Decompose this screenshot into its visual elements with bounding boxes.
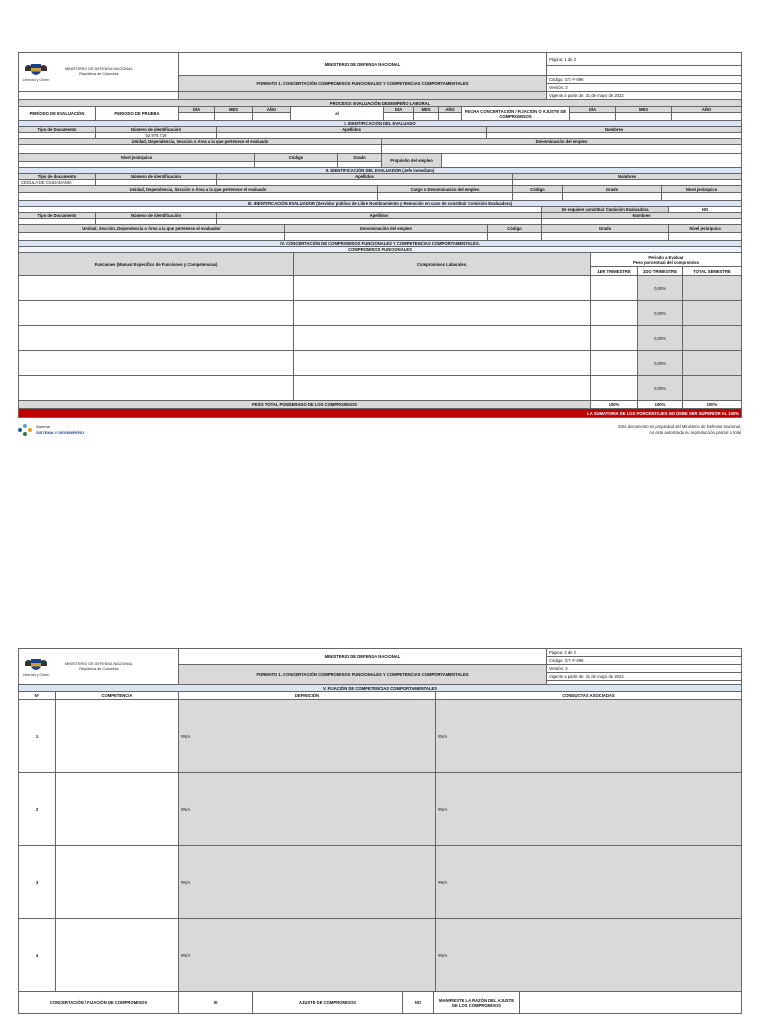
competency-behaviors: #N/A <box>436 846 742 919</box>
reproduction-note: no está autorizada su reproducción parcial o total <box>649 429 741 435</box>
commission-names-label: Nombres <box>542 213 742 219</box>
code-label: Código <box>255 154 338 162</box>
competency-number: 4 <box>19 919 56 992</box>
q2-cell: 0,00% <box>638 376 683 401</box>
evaluator-surnames-label: Apellidos <box>217 174 513 180</box>
adjustment-select[interactable]: NO <box>403 992 434 1014</box>
q2-cell: 0,00% <box>638 351 683 376</box>
evaluator-id-label: Número de identificación <box>96 174 217 180</box>
section-commitments <box>18 240 742 418</box>
functional-commitments-title: COMPROMISOS FUNCIONALES <box>19 247 742 253</box>
sum-warning-banner: LA SUMATORIA DE LOS PORCENTAJES NO DEBE SER SUPERIOR AL 100% <box>19 409 742 418</box>
number-header: N° <box>19 692 56 700</box>
gear-cluster-icon <box>18 424 32 436</box>
logo-caption: Libertad y Orden <box>22 78 50 82</box>
q1-cell[interactable] <box>591 376 638 401</box>
evaluator-names-label: Nombres <box>513 174 742 180</box>
section-2-title: II. IDENTIFICACIÓN DEL EVALUADOR (Jefe inmediato) <box>19 168 742 174</box>
commitment-row <box>19 276 742 301</box>
evaluation-period <box>18 99 742 121</box>
section-1-title: I. IDENTIFICACIÓN DEL EVALUADO <box>19 121 742 127</box>
agreement-month-label: MES <box>616 107 672 113</box>
q1-cell[interactable] <box>591 276 638 301</box>
evaluator-unit-label: Unidad, Dependencia, Sección o Área a la que pertenece el evaluado <box>19 186 378 193</box>
agreement-date-label: FECHA CONCERTACIÓN / FIJACIÓN O AJUSTE DE COMPROMISOS <box>462 107 570 121</box>
format-valid-from: Vigente a partir de: 31 de mayo de 2022 <box>547 673 742 681</box>
function-cell[interactable] <box>19 301 294 326</box>
ownership-note: Este documento es propiedad del Ministerio de Defensa Nacional, <box>618 424 741 429</box>
header-logo-cell-2 <box>19 649 179 685</box>
document-header-2 <box>18 648 742 685</box>
format-version: Versión: 3 <box>547 665 742 673</box>
behaviors-header: CONDUCTAS ASOCIADAS <box>436 692 742 700</box>
evaluator-grade-label: Grado <box>563 186 662 193</box>
competency-definition: #N/A <box>179 919 436 992</box>
q2-cell: 0,00% <box>638 301 683 326</box>
end-month-label: MES <box>414 107 439 113</box>
period-to-evaluate-label: Periodo a Evaluar <box>648 254 684 260</box>
q1-cell[interactable] <box>591 351 638 376</box>
probation-period-value[interactable]: PERIODO DE PRUEBA <box>96 107 179 121</box>
format-code: Código: GT.-F-096 <box>547 76 742 84</box>
competency-number: 2 <box>19 773 56 846</box>
total-weight-q2: 100% <box>638 401 683 409</box>
job-title-field[interactable] <box>382 145 742 154</box>
commission-job-label: Denominación del empleo <box>285 225 488 233</box>
period-to-label: al <box>291 107 384 121</box>
commitment-row <box>19 351 742 376</box>
page-number: Página: 2 de 2 <box>547 649 742 657</box>
job-purpose-label: Propósito del empleo <box>382 154 442 168</box>
names-label: Nombres <box>487 127 742 133</box>
logo-caption: Libertad y Orden <box>22 672 50 677</box>
format-code: Código: GT.-F-096 <box>547 657 742 665</box>
total-weight-label: PESO TOTAL PONDERADO DE LOS COMPROMISOS <box>19 401 591 409</box>
id-number-field[interactable]: 52.979.719 <box>96 133 217 139</box>
competency-header: COMPETENCIA <box>56 692 179 700</box>
adjustment-reason-label: MANIFIESTE LA RAZÓN DEL AJUSTE DE LOS COMPROMISOS <box>434 992 520 1014</box>
competency-definition: #N/A <box>179 773 436 846</box>
total-cell <box>683 276 742 301</box>
semester-total-header: TOTAL SEMESTRE <box>683 267 742 276</box>
commitment-cell[interactable] <box>294 301 591 326</box>
adjustment-label: AJUSTE DE COMPROMISOS <box>253 992 403 1014</box>
process-title: PROCESO: EVALUACIÓN DESEMPEÑO LABORAL <box>19 100 742 107</box>
start-month-label: MES <box>215 107 253 113</box>
commitment-row <box>19 301 742 326</box>
coat-of-arms-icon <box>25 657 47 673</box>
page-2 <box>18 648 741 1014</box>
commission-doc-type-label: Tipo de Documento <box>19 213 96 219</box>
commission-level-label: Nivel jerárquico <box>669 225 742 233</box>
format-version: Versión: 3 <box>547 84 742 92</box>
commission-required-select[interactable]: NO <box>669 207 742 213</box>
ministry-name: MINISTERIO DE DEFENSA NACIONAL <box>65 67 133 71</box>
commitments-header: Compromisos Laborales. <box>294 253 591 276</box>
competency-definition: #N/A <box>179 846 436 919</box>
page-number: Página: 1 de 2 <box>547 53 742 66</box>
total-cell <box>683 376 742 401</box>
commitment-cell[interactable] <box>294 326 591 351</box>
function-cell[interactable] <box>19 326 294 351</box>
total-cell <box>683 351 742 376</box>
evaluated-unit-label: Unidad, Dependencia, Sección o Área a la que pertenece el evaluado <box>19 139 382 145</box>
format-title: FORMATO 1. CONCERTACIÓN COMPROMISOS FUNCIONALES Y COMPETENCIAS COMPORTAMENTALES <box>179 665 547 685</box>
competency-row <box>19 773 742 846</box>
agreement-select[interactable]: SI <box>179 992 253 1014</box>
section-evaluator <box>18 167 742 201</box>
section-commission <box>18 200 742 241</box>
functions-header: Funciones (Manual Específico de Funciones y Competencias) <box>19 253 294 276</box>
format-valid-from: Vigente a partir de: 31 de mayo de 2022 <box>547 92 742 100</box>
definition-header: DEFINICIÓN <box>179 692 436 700</box>
commitment-cell[interactable] <box>294 351 591 376</box>
competency-row <box>19 846 742 919</box>
q2-cell: 0,00% <box>638 326 683 351</box>
grade-label: Grado <box>338 154 382 162</box>
level-label: Nivel jerárquico <box>19 154 255 162</box>
ministry-name: MINISTERIO DE DEFENSA NACIONAL <box>65 661 133 666</box>
competency-number: 1 <box>19 700 56 773</box>
competency-behaviors: #N/A <box>436 700 742 773</box>
agreement-footer <box>18 991 742 1014</box>
surnames-label: Apellidos <box>217 127 487 133</box>
ministry-title: MINISTERIO DE DEFENSA NACIONAL <box>179 53 547 76</box>
competency-row <box>19 919 742 992</box>
start-day-label: DÍA <box>179 107 215 113</box>
sistema-logo <box>18 424 84 436</box>
doc-type-label: Tipo de Documento <box>19 127 96 133</box>
commission-surnames-label: Apellidos <box>217 213 542 219</box>
start-year-label: AÑO <box>253 107 291 113</box>
commission-code-label: Código <box>488 225 542 233</box>
commission-unit-label: Unidad, Sección, Dependencia o Área a la que pertenece el evaluador <box>19 225 285 233</box>
commission-required-label: Se requiere constituir Comisión Evaluadora <box>542 207 669 213</box>
country-name: República de Colombia <box>79 666 119 671</box>
header-logo-cell <box>19 53 179 92</box>
agreement-year-label: AÑO <box>672 107 742 113</box>
ministry-title: MINISTERIO DE DEFENSA NACIONAL <box>179 649 547 665</box>
total-cell <box>683 301 742 326</box>
function-cell[interactable] <box>19 376 294 401</box>
q1-cell[interactable] <box>591 301 638 326</box>
percent-weight-label: Peso porcentual del compromiso <box>632 259 700 265</box>
evaluated-unit-field[interactable] <box>19 145 382 154</box>
evaluator-level-label: Nivel jerárquico <box>662 186 742 193</box>
competency-number: 3 <box>19 846 56 919</box>
commission-grade-label: Grado <box>542 225 669 233</box>
competency-behaviors: #N/A <box>436 919 742 992</box>
section-3-title: III. IDENTIFICACIÓN EVALUADOR (Servidor público de Libre Nombramiento y Remoción en caso de constituir Comisión Evaluadora) <box>19 201 742 207</box>
job-title-label: Denominación del empleo <box>382 139 742 145</box>
competency-select[interactable] <box>56 773 179 846</box>
total-weight-semester: 100% <box>683 401 742 409</box>
competency-row <box>19 700 742 773</box>
q1-header: 1ER TRIMESTRE <box>591 267 638 276</box>
section-5-title: V. FIJACIÓN DE COMPETENCIAS COMPORTAMENTALES <box>19 685 742 692</box>
commitment-cell[interactable] <box>294 276 591 301</box>
evaluation-period-label: PERÍODO DE EVALUACIÓN <box>19 107 96 121</box>
commitment-cell[interactable] <box>294 376 591 401</box>
section-competencies <box>18 684 742 992</box>
q2-cell: 0,00% <box>638 276 683 301</box>
commission-id-label: Número de identificación <box>96 213 217 219</box>
page-1 <box>18 52 741 436</box>
job-purpose-field[interactable] <box>442 154 742 168</box>
evaluator-position-label: Cargo o Denominación del empleo <box>378 186 513 193</box>
competency-select[interactable] <box>56 846 179 919</box>
competency-behaviors: #N/A <box>436 773 742 846</box>
section-4-title: IV. CONCERTACIÓN DE COMPROMISOS FUNCIONALES Y COMPETENCIAS COMPORTAMENTALES. <box>19 241 742 247</box>
agreement-day-label: DÍA <box>570 107 616 113</box>
page-1-footer <box>18 424 741 436</box>
section-evaluated <box>18 120 742 168</box>
end-year-label: AÑO <box>439 107 462 113</box>
commitment-row <box>19 326 742 351</box>
function-cell[interactable] <box>19 351 294 376</box>
end-day-label: DÍA <box>384 107 414 113</box>
total-cell <box>683 326 742 351</box>
country-name: República de Colombia <box>79 72 119 76</box>
evaluator-code-label: Código <box>513 186 563 193</box>
document-header <box>18 52 742 100</box>
competency-select[interactable] <box>56 919 179 992</box>
adjustment-reason-field[interactable] <box>520 992 742 1014</box>
footer-brand: SISTEMA Y DESEMPEÑO <box>36 430 84 435</box>
q1-cell[interactable] <box>591 326 638 351</box>
footer-brand-small: Sistema <box>36 425 50 429</box>
evaluator-doc-type-field[interactable]: CÉDULA DE CIUDADANIA <box>19 180 96 186</box>
competency-definition: #N/A <box>179 700 436 773</box>
evaluator-doc-type-label: Tipo de documento <box>19 174 96 180</box>
agreement-label: CONCERTACIÓN / FIJACIÓN DE COMPROMISOS <box>19 992 179 1014</box>
format-title: FORMATO 1. CONCERTACIÓN COMPROMISOS FUNCIONALES Y COMPETENCIAS COMPORTAMENTALES <box>179 76 547 92</box>
coat-of-arms-icon <box>25 62 47 78</box>
function-cell[interactable] <box>19 276 294 301</box>
commitment-row <box>19 376 742 401</box>
q2-header: 2DO TRIMESTRE <box>638 267 683 276</box>
id-number-label: Número de identificación <box>96 127 217 133</box>
total-weight-q1: 100% <box>591 401 638 409</box>
competency-select[interactable] <box>56 700 179 773</box>
